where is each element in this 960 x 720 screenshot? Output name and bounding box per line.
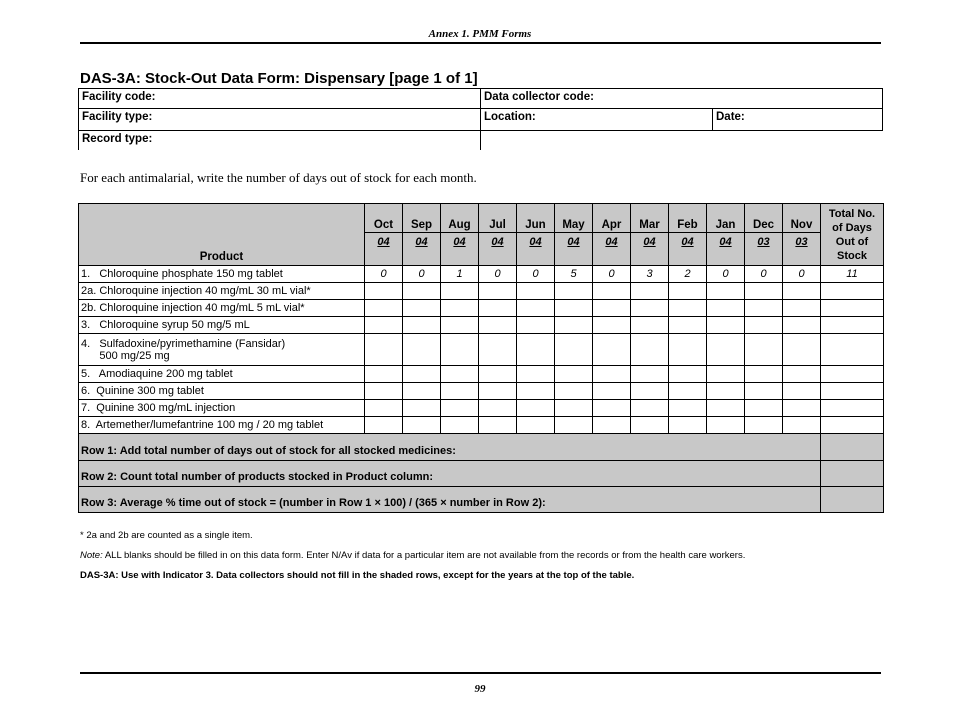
month-value-cell[interactable]: 1 [441, 266, 479, 283]
location-label: Location: [484, 111, 536, 123]
product-name [79, 383, 365, 400]
total-value-cell[interactable] [821, 383, 884, 400]
note-line [80, 550, 745, 561]
month-value-cell[interactable] [631, 317, 669, 334]
month-value-cell[interactable] [631, 383, 669, 400]
summary-row [79, 487, 884, 513]
month-value-cell[interactable] [555, 334, 593, 366]
month-value-cell[interactable] [365, 283, 403, 300]
month-value-cell[interactable] [745, 283, 783, 300]
month-value-cell[interactable] [707, 383, 745, 400]
product-row [79, 283, 884, 300]
month-value-cell[interactable] [783, 283, 821, 300]
month-value-cell[interactable] [365, 400, 403, 417]
month-value-cell[interactable] [783, 334, 821, 366]
year-cell[interactable] [517, 233, 555, 266]
product-name [79, 317, 365, 334]
location-field[interactable] [480, 108, 713, 131]
month-value-cell[interactable] [365, 417, 403, 434]
month-value-cell[interactable] [517, 317, 555, 334]
month-value-cell[interactable] [479, 400, 517, 417]
month-value-cell[interactable] [593, 334, 631, 366]
month-value-cell[interactable] [479, 317, 517, 334]
product-name-line: 500 mg/25 mg [81, 349, 170, 362]
month-value-cell[interactable] [555, 283, 593, 300]
indicator-note: DAS-3A: Use with Indicator 3. Data collectors should not fill in the shaded rows, except for the years at the top of the table. [80, 570, 635, 581]
month-value-cell[interactable] [517, 300, 555, 317]
date-field[interactable] [712, 108, 883, 131]
month-value-cell[interactable]: 0 [365, 266, 403, 283]
month-value-cell[interactable] [555, 366, 593, 383]
month-value-cell[interactable] [669, 400, 707, 417]
year-value: 04 [529, 236, 542, 248]
month-value-cell[interactable] [403, 417, 441, 434]
month-value-cell[interactable] [669, 417, 707, 434]
total-value-cell[interactable] [821, 334, 884, 366]
header-rule [80, 42, 881, 44]
product-name-line: 7. Quinine 300 mg/mL injection [81, 402, 236, 414]
month-value-cell[interactable] [669, 317, 707, 334]
stock-out-table [78, 203, 884, 513]
year-cell[interactable] [745, 233, 783, 266]
month-header: Oct [365, 204, 403, 233]
summary-row-value [821, 461, 884, 487]
month-value-cell[interactable] [517, 400, 555, 417]
month-value-cell[interactable] [593, 317, 631, 334]
month-value-cell[interactable] [555, 300, 593, 317]
month-value-cell[interactable] [365, 317, 403, 334]
month-value-cell[interactable]: 0 [745, 266, 783, 283]
year-cell[interactable] [555, 233, 593, 266]
month-value-cell[interactable] [631, 283, 669, 300]
year-cell[interactable] [365, 233, 403, 266]
month-header: Sep [403, 204, 441, 233]
product-name [79, 417, 365, 434]
month-value-cell[interactable] [403, 383, 441, 400]
month-value-cell[interactable] [631, 400, 669, 417]
month-value-cell[interactable] [441, 400, 479, 417]
page-number: 99 [474, 683, 486, 695]
month-value-cell[interactable] [783, 300, 821, 317]
summary-row-label: Row 2: Count total number of products stocked in Product column: [79, 461, 821, 487]
month-value-cell[interactable] [669, 366, 707, 383]
month-value-cell[interactable] [365, 383, 403, 400]
month-header: Dec [745, 204, 783, 233]
summary-row [79, 434, 884, 461]
facility-type-field[interactable] [78, 108, 481, 131]
month-value-cell[interactable]: 0 [403, 266, 441, 283]
month-value-cell[interactable] [479, 366, 517, 383]
footnote: * 2a and 2b are counted as a single item. [80, 530, 253, 541]
data-collector-code-field[interactable] [480, 88, 883, 109]
year-value: 03 [757, 236, 770, 248]
month-value-cell[interactable] [707, 400, 745, 417]
month-value-cell[interactable] [593, 283, 631, 300]
month-value-cell[interactable] [783, 400, 821, 417]
footer-rule [80, 672, 881, 674]
product-name-line: 8. Artemether/lumefantrine 100 mg / 20 mg tablet [81, 419, 324, 431]
month-header: Jul [479, 204, 517, 233]
facility-code-label: Facility code: [82, 91, 156, 103]
month-value-cell[interactable]: 0 [593, 266, 631, 283]
product-row [79, 366, 884, 383]
product-row [79, 417, 884, 434]
month-value-cell[interactable] [441, 283, 479, 300]
month-value-cell[interactable] [707, 300, 745, 317]
month-value-cell[interactable] [707, 334, 745, 366]
month-value-cell[interactable] [365, 300, 403, 317]
month-value-cell[interactable] [441, 300, 479, 317]
summary-row-label: Row 1: Add total number of days out of stock for all stocked medicines: [79, 434, 821, 461]
month-value-cell[interactable] [745, 383, 783, 400]
product-name-line: 2a. Chloroquine injection 40 mg/mL 30 mL vial* [81, 285, 311, 297]
product-name-line: 2b. Chloroquine injection 40 mg/mL 5 mL vial* [81, 302, 305, 314]
product-name [79, 266, 365, 283]
year-value: 04 [681, 236, 694, 248]
month-value-cell[interactable] [745, 417, 783, 434]
month-value-cell[interactable] [479, 300, 517, 317]
month-value-cell[interactable] [783, 366, 821, 383]
month-value-cell[interactable] [517, 283, 555, 300]
record-type-field[interactable] [78, 130, 481, 150]
month-value-cell[interactable] [365, 366, 403, 383]
year-cell[interactable] [593, 233, 631, 266]
data-collector-code-label: Data collector code: [484, 91, 594, 103]
month-value-cell[interactable]: 0 [517, 266, 555, 283]
record-type-label: Record type: [82, 133, 153, 145]
facility-type-label: Facility type: [82, 111, 153, 123]
product-name [79, 400, 365, 417]
month-value-cell[interactable] [593, 400, 631, 417]
month-value-cell[interactable] [403, 317, 441, 334]
month-value-cell[interactable] [441, 383, 479, 400]
page-header: Annex 1. PMM Forms [428, 28, 532, 40]
month-value-cell[interactable] [365, 334, 403, 366]
year-value: 04 [643, 236, 656, 248]
total-value-cell[interactable]: 11 [821, 266, 884, 283]
product-name [79, 300, 365, 317]
note-text: ALL blanks should be filled in on this data form. Enter N/Av if data for a particular item are not available from the records or from the health care workers. [102, 550, 746, 561]
year-cell[interactable] [479, 233, 517, 266]
total-value-cell[interactable] [821, 400, 884, 417]
year-value: 04 [605, 236, 618, 248]
product-row [79, 334, 884, 366]
year-value: 04 [415, 236, 428, 248]
month-header: Jun [517, 204, 555, 233]
month-value-cell[interactable]: 3 [631, 266, 669, 283]
total-value-cell[interactable] [821, 300, 884, 317]
product-name-line: 6. Quinine 300 mg tablet [81, 385, 204, 397]
month-value-cell[interactable] [745, 366, 783, 383]
month-value-cell[interactable] [517, 334, 555, 366]
month-value-cell[interactable]: 0 [783, 266, 821, 283]
month-header: May [555, 204, 593, 233]
year-cell[interactable] [783, 233, 821, 266]
month-value-cell[interactable] [707, 283, 745, 300]
year-value: 03 [795, 236, 808, 248]
month-header: Feb [669, 204, 707, 233]
product-name-line: 5. Amodiaquine 200 mg tablet [81, 368, 233, 380]
month-value-cell[interactable] [631, 300, 669, 317]
month-value-cell[interactable]: 0 [479, 266, 517, 283]
month-value-cell[interactable] [783, 317, 821, 334]
product-name [79, 283, 365, 300]
month-value-cell[interactable] [403, 366, 441, 383]
summary-row [79, 461, 884, 487]
month-value-cell[interactable] [745, 400, 783, 417]
month-value-cell[interactable] [783, 383, 821, 400]
month-header-row [79, 204, 884, 233]
month-value-cell[interactable] [479, 417, 517, 434]
product-row [79, 266, 884, 283]
product-name-line: 3. Chloroquine syrup 50 mg/5 mL [81, 319, 250, 331]
instruction-text: For each antimalarial, write the number of days out of stock for each month. [80, 170, 477, 185]
total-days-header: Total No. of Days Out of Stock [821, 204, 884, 266]
month-value-cell[interactable] [555, 317, 593, 334]
form-title: DAS-3A: Stock-Out Data Form: Dispensary [page 1 of 1] [80, 70, 478, 87]
facility-code-field[interactable] [78, 88, 481, 109]
month-value-cell[interactable] [441, 317, 479, 334]
summary-row-value [821, 434, 884, 461]
month-header: Jan [707, 204, 745, 233]
product-row [79, 383, 884, 400]
month-value-cell[interactable] [403, 400, 441, 417]
product-column-header: Product [79, 204, 365, 266]
month-value-cell[interactable] [669, 383, 707, 400]
year-cell[interactable] [669, 233, 707, 266]
total-value-cell[interactable] [821, 283, 884, 300]
year-value: 04 [719, 236, 732, 248]
month-value-cell[interactable] [403, 334, 441, 366]
product-name [79, 334, 365, 366]
month-value-cell[interactable] [669, 300, 707, 317]
month-header: Apr [593, 204, 631, 233]
month-value-cell[interactable] [707, 317, 745, 334]
month-value-cell[interactable] [631, 366, 669, 383]
month-value-cell[interactable] [517, 366, 555, 383]
month-value-cell[interactable] [479, 283, 517, 300]
year-value: 04 [567, 236, 580, 248]
note-label: Note: [80, 550, 103, 561]
product-row [79, 317, 884, 334]
month-value-cell[interactable]: 2 [669, 266, 707, 283]
month-value-cell[interactable]: 0 [707, 266, 745, 283]
month-value-cell[interactable] [707, 417, 745, 434]
month-value-cell[interactable] [631, 334, 669, 366]
product-name-line: 1. Chloroquine phosphate 150 mg tablet [81, 268, 283, 280]
month-header: Mar [631, 204, 669, 233]
summary-row-label: Row 3: Average % time out of stock = (number in Row 1 × 100) / (365 × number in Row 2): [79, 487, 821, 513]
month-value-cell[interactable] [441, 366, 479, 383]
month-value-cell[interactable] [745, 300, 783, 317]
month-value-cell[interactable] [593, 417, 631, 434]
product-row [79, 400, 884, 417]
total-value-cell[interactable] [821, 417, 884, 434]
total-value-cell[interactable] [821, 366, 884, 383]
product-row [79, 300, 884, 317]
year-value: 04 [453, 236, 466, 248]
month-value-cell[interactable] [441, 417, 479, 434]
month-value-cell[interactable] [593, 366, 631, 383]
year-cell[interactable] [631, 233, 669, 266]
month-value-cell[interactable] [555, 417, 593, 434]
year-cell[interactable] [707, 233, 745, 266]
month-value-cell[interactable]: 5 [555, 266, 593, 283]
month-value-cell[interactable] [403, 283, 441, 300]
month-value-cell[interactable] [593, 300, 631, 317]
month-value-cell[interactable] [441, 334, 479, 366]
month-value-cell[interactable] [517, 417, 555, 434]
month-value-cell[interactable] [593, 383, 631, 400]
product-name [79, 366, 365, 383]
month-value-cell[interactable] [555, 383, 593, 400]
month-value-cell[interactable] [631, 417, 669, 434]
month-header: Aug [441, 204, 479, 233]
summary-row-value [821, 487, 884, 513]
total-value-cell[interactable] [821, 317, 884, 334]
month-value-cell[interactable] [517, 383, 555, 400]
year-value: 04 [377, 236, 390, 248]
month-value-cell[interactable] [403, 300, 441, 317]
year-cell[interactable] [441, 233, 479, 266]
product-name-line: 4. Sulfadoxine/pyrimethamine (Fansidar) [81, 337, 286, 350]
month-value-cell[interactable] [707, 366, 745, 383]
month-value-cell[interactable] [669, 283, 707, 300]
year-value: 04 [491, 236, 504, 248]
month-value-cell[interactable] [479, 334, 517, 366]
date-label: Date: [716, 111, 745, 123]
month-value-cell[interactable] [745, 317, 783, 334]
form-header-fields [78, 88, 883, 150]
year-cell[interactable] [403, 233, 441, 266]
month-value-cell[interactable] [745, 334, 783, 366]
month-value-cell[interactable] [669, 334, 707, 366]
month-header: Nov [783, 204, 821, 233]
month-value-cell[interactable] [555, 400, 593, 417]
month-value-cell[interactable] [783, 417, 821, 434]
month-value-cell[interactable] [479, 383, 517, 400]
